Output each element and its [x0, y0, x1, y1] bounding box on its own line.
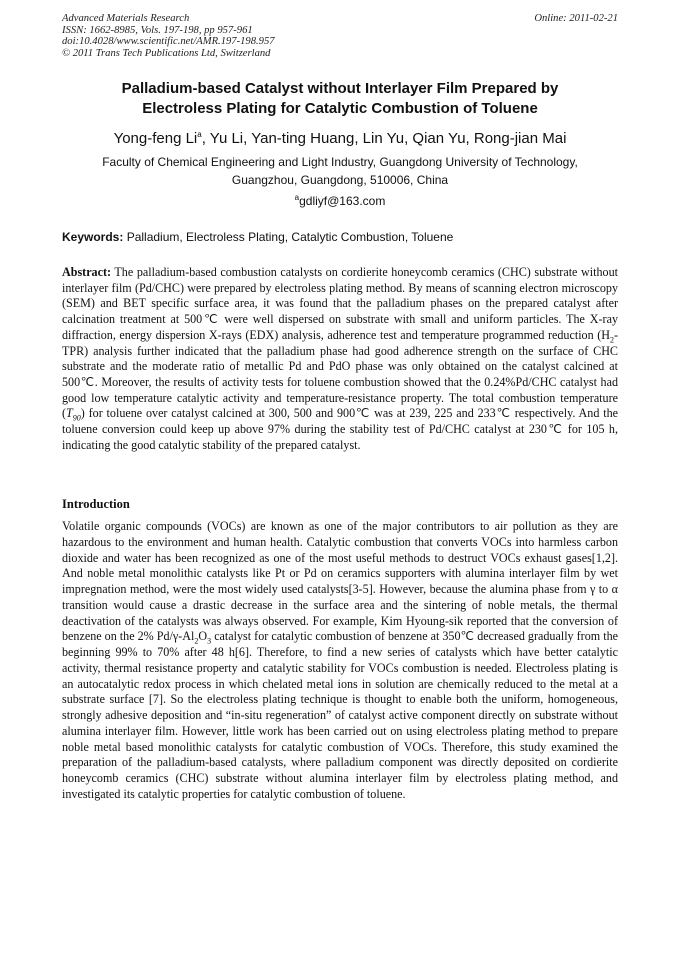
t90-symbol: T [66, 406, 73, 421]
abstract [62, 265, 618, 453]
h2-subscript: 2 [609, 335, 614, 345]
journal-header [62, 13, 618, 59]
journal-name: Advanced Materials Research [62, 13, 190, 24]
doi-line: doi:10.4028/www.scientific.net/AMR.197-198.957 [62, 36, 275, 48]
abstract-text-2: -TPR) analysis further indicated that the palladium phase had good adherence strength on the surface of CHC substrate and the moderate ratio of metallic Pd and PdO phase was only obtained on the catalyst calcined at 500℃. Moreover, the results of activity tests for toluene combustion showed that the 0.24%Pd/CHC catalyst had good low temperature catalytic activity and temperature-resistance property. The total combustion temperature ( [62, 327, 618, 421]
author-email [62, 193, 618, 209]
t90-subscript: 90 [72, 413, 81, 423]
keywords-text: Palladium, Electroless Plating, Catalytic Combustion, Toluene [123, 230, 454, 244]
abstract-text-1: The palladium-based combustion catalysts on cordierite honeycomb ceramics (CHC) substrate without interlayer film (Pd/CHC) were prepared by electroless plating method. By means of scanning electron microscopy (SEM) and BET specific surface area, it was found that the palladium phases on the prepared catalyst after calcination treatment at 500℃ were well dispersed on substrate with small and uniform particles. The X-ray diffraction, energy dispersion X-rays (EDX) analysis, adherence test and temperature programmed reduction (H [62, 265, 618, 342]
email-address: gdliyf@163.com [299, 194, 386, 208]
title-line-1: Palladium-based Catalyst without Interlayer Film Prepared by [121, 80, 559, 97]
other-authors: , Yu Li, Yan-ting Huang, Lin Yu, Qian Yu, Rong-jian Mai [201, 130, 567, 147]
keywords-label: Keywords: [62, 230, 124, 244]
affiliation-line-2: Guangzhou, Guangdong, 510006, China [231, 172, 449, 187]
first-author-superscript: a [197, 130, 202, 139]
title-line-2: Electroless Plating for Catalytic Combustion of Toluene [142, 100, 538, 117]
intro-text-2: catalyst for catalytic combustion of benzene at 350℃ decreased gradually from the beginning 99% to 70% after 48 h[6]. Therefore, to find a new series of catalysts which have better catalytic activity, thermal resistance property and catalytic stability for VOCs combustion is needed. Electroless plating is an autocatalytic redox process in which chelated metal ions in solution are chemically reduced to the metal at a substrate surface [7]. So the electroless plating technique is thought to enable both the uniform, homogeneous, strongly adhesive deposition and “in-situ regeneration” of catalyst active component directly on substrate without alumina interlayer film. However, little work has been carried out on using electroless plating method to prepare noble metal based monolithic catalysts for catalytic combustion of VOCs. Therefore, this study examined the preparation of the palladium-based catalysts, where palladium component was directly deposited on cordierite honeycomb ceramics (CHC) substrate without alumina interlayer film by electroless plating method, and investigated its catalytic properties for catalytic combustion of toluene. [62, 629, 618, 801]
abstract-text-3: ) for toluene over catalyst calcined at 300, 500 and 900℃ was at 239, 225 and 233℃ respectively. And the toluene conversion could keep up above 97% during the stability test of Pd/CHC catalyst at 230℃ for 105 h, indicating the good catalytic stability of the prepared catalyst. [62, 406, 618, 452]
keywords [62, 229, 618, 245]
intro-text-1: Volatile organic compounds (VOCs) are known as one of the major contributors to air pollution as they are hazardous to the environment and human health. Catalytic combustion that converts VOCs into harmless carbon dioxide and water has been recognized as one of the most useful methods to destruct VOCs exhaust gases[1,2]. And noble metal monolithic catalysts like Pt or Pd on ceramics supporters with alumina interlayer film by wet impregnation method, were the most widely used catalysts[3-5]. However, because the alumina phase from γ to α transition would cause a drastic decrease in the surface area and the sintering of noble metals, the thermal deactivation of the catalysts was always observed. For example, Kim Hyoung-sik reported that the conversion of benzene on the 2% Pd/γ-Al [62, 519, 618, 644]
introduction-heading: Introduction [62, 497, 130, 511]
paper-title [62, 79, 618, 119]
first-author: Yong-feng Li [113, 130, 198, 147]
affiliation-line-1: Faculty of Chemical Engineering and Light Industry, Guangdong University of Technology, [102, 155, 578, 169]
abstract-label: Abstract: [62, 265, 112, 279]
email-superscript: a [294, 193, 300, 202]
author-list [62, 129, 618, 148]
copyright-line: © 2011 Trans Tech Publications Ltd, Switzerland [62, 47, 271, 59]
al-subscript: 2 [194, 636, 199, 646]
issn-line: ISSN: 1662-8985, Vols. 197-198, pp 957-961 [62, 24, 253, 36]
o-subscript: 3 [207, 636, 212, 646]
online-date: Online: 2011-02-21 [534, 13, 618, 24]
affiliation [62, 154, 618, 189]
intro-oxygen: O [198, 629, 208, 644]
introduction-body [62, 519, 618, 803]
